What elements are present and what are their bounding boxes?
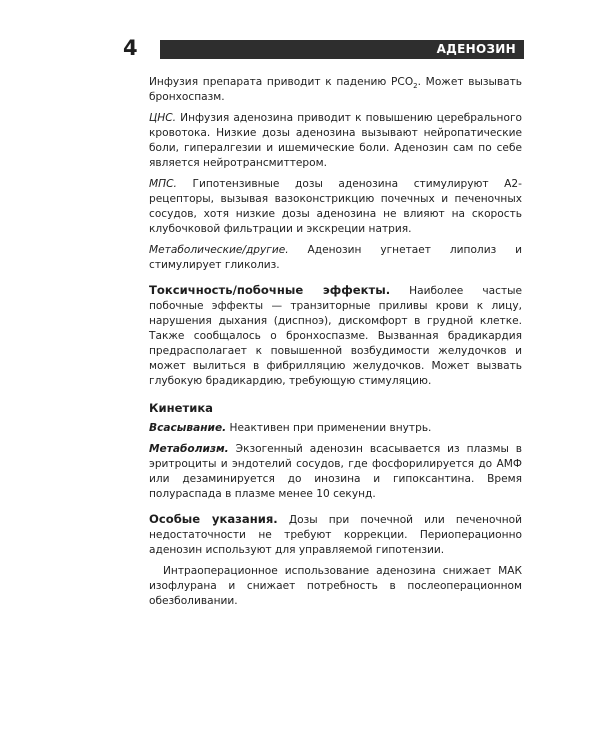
paragraph-label: ЦНС. <box>149 112 176 124</box>
page-number: 4 <box>123 36 138 60</box>
paragraph-label: Всасывание. <box>149 422 227 434</box>
paragraph-text: . Может вызывать бронхоспазм. <box>149 76 522 103</box>
paragraph-toxicity <box>149 283 522 389</box>
paragraph-intraop: Интраоперационное использование аденозина снижает МАК изофлурана и снижает потребность в послеоперационном обезболивании. <box>149 565 522 607</box>
paragraph-text: Инфузия препарата приводит к падению PCO <box>149 76 414 88</box>
paragraph-label: Метаболические/другие. <box>149 244 289 256</box>
paragraph-text: Дозы при почечной или печеночной недостаточности не требуют коррекции. Периоперационно аденозин используют для управляемой гипотензии. <box>149 514 523 556</box>
running-header-bar <box>160 40 524 59</box>
page-content <box>149 75 522 615</box>
paragraph-pco2 <box>149 75 522 105</box>
paragraph-label: МПС. <box>149 178 177 190</box>
section-heading-kinetics: Кинетика <box>149 401 214 415</box>
paragraph-text: Аденозин угнетает липолиз и стимулирует гликолиз. <box>149 244 522 271</box>
paragraph-text: Экзогенный аденозин всасывается из плазмы в эритроциты и эндотелий сосудов, где фосфорилируется до АМФ или дезаминируется до инозина и гипоксантина. Время полураспада в плазме менее 10 секунд. <box>149 443 522 500</box>
paragraph-label: Метаболизм. <box>149 443 229 455</box>
running-title: АДЕНОЗИН <box>436 42 516 56</box>
paragraph-special <box>149 512 522 558</box>
paragraph-text: Неактивен при применении внутрь. <box>226 422 432 434</box>
subscript: 2 <box>413 82 418 91</box>
section-label: Токсичность/побочные эффекты. <box>149 283 391 297</box>
paragraph-metabolic <box>149 243 522 273</box>
paragraph-text: Наиболее частые побочные эффекты — транзиторные приливы крови к лицу, нарушения дыхания (диспноэ), дискомфорт в грудной клетке. Также сообщалось о бронхоспазме. Вызванная брадикардия предрасполагает к повышенной возбудимости желудочков и может вылиться в фибрилляцию желудочков. Может вызвать глубокую брадикардию, требующую стимуляцию. <box>149 285 522 387</box>
paragraph-cns <box>149 111 522 171</box>
section-label: Особые указания. <box>149 512 278 526</box>
paragraph-absorption <box>149 421 522 436</box>
paragraph-text: Инфузия аденозина приводит к повышению церебрального кровотока. Низкие дозы аденозина вызывают нейропатические боли, гипералгезии и ишемические боли. Аденозин сам по себе является нейротрансмиттером. <box>149 112 522 169</box>
paragraph-renal <box>149 177 522 237</box>
paragraph-text: Гипотензивные дозы аденозина стимулируют А2-рецепторы, вызывая вазоконстрикцию почечных и печеночных сосудов, хотя низкие дозы аденозина не влияют на скорость клубочковой фильтрации и экскреции натрия. <box>149 178 522 235</box>
paragraph-metabolism <box>149 442 522 502</box>
